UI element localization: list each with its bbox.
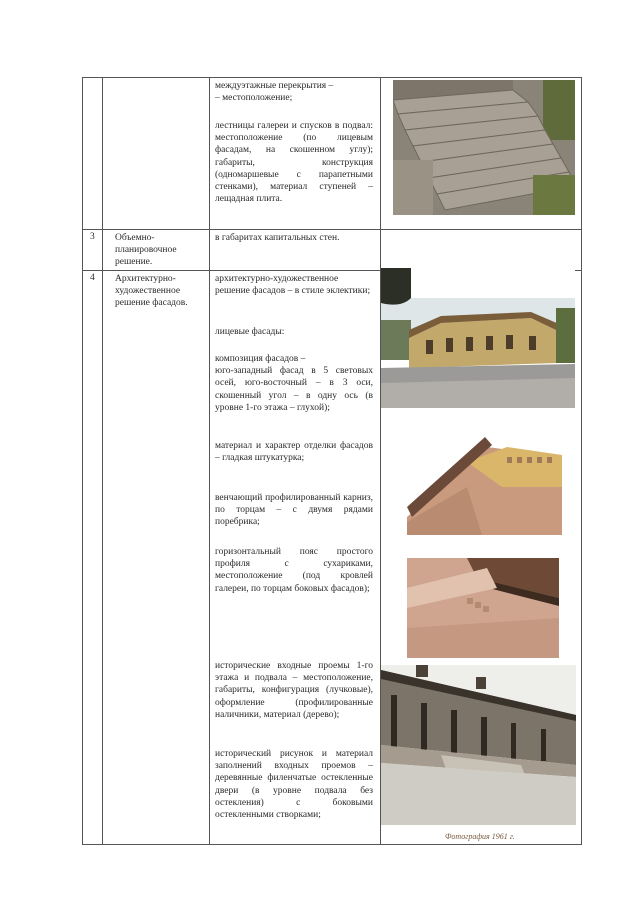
text-finish: материал и характер отделки фасадов – гладкая штукатурка;: [215, 441, 373, 464]
row-divider: [83, 229, 581, 230]
row-name: Архитектурно-художественное решение фасадов.: [115, 274, 188, 308]
row-number: 4: [90, 273, 95, 283]
text-planning: в габаритах капитальных стен.: [215, 233, 340, 243]
cornice-detail-photo: [407, 427, 562, 535]
column-divider-name: [209, 78, 210, 844]
text-stairs: лестницы галереи и спусков в подвал: местоположение (по лицевым фасадам, на скошенном углу); габариты, конструкция (одномаршевые с парапетными стенками), материал ступеней – лещадная плита.: [215, 121, 373, 205]
row-name: Объемно-планировочное решение.: [115, 233, 177, 267]
text-composition: композиция фасадов – юго-западный фасад в 5 световых осей, юго-восточный – в 3 оси, скошенный угол – в одну ось (в уровне 1-го этажа – глухой);: [215, 354, 373, 413]
text-street-facades: лицевые фасады:: [215, 327, 285, 337]
text-style: архитектурно-художественное решение фасадов – в стиле эклектики;: [215, 274, 371, 297]
photo-caption: Фотография 1961 г.: [445, 832, 515, 841]
text-cornice: венчающий профилированный карниз, по торцам – с двумя рядами поребрика;: [215, 493, 373, 528]
text-floor-slabs: междуэтажные перекрытия – – местоположение;: [215, 81, 334, 104]
row-number: 3: [90, 232, 95, 242]
belt-course-detail-photo: [407, 558, 559, 658]
column-divider-number: [102, 78, 103, 844]
text-belt-course: горизонтальный пояс простого профиля с сухариками, местоположение (под кровлей галереи, по торцам боковых фасадов);: [215, 547, 373, 594]
stone-stairs-photo: [393, 80, 575, 215]
text-entrances: исторические входные проемы 1-го этажа и подвала – местоположение, габариты, конфигурация (лучковые), оформление (профилированные наличники, материал (дерево);: [215, 661, 373, 720]
historic-gallery-photo: [381, 665, 576, 825]
text-door-fillings: исторический рисунок и материал заполнений входных проемов – деревянные филенчатые остекленные двери (в уровне подвала без остекления) с боковыми остекленными створками;: [215, 749, 373, 821]
building-corner-photo: [381, 268, 575, 408]
